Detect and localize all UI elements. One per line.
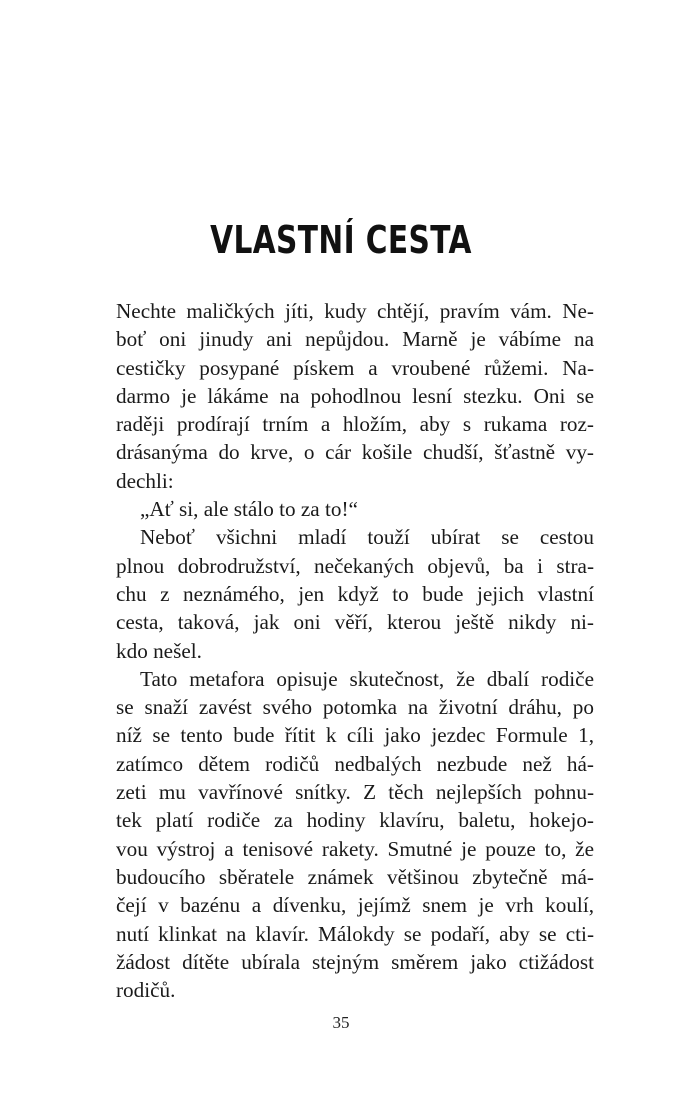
chapter-title: VLASTNÍ CESTA [210, 218, 472, 262]
text-line: zatímco dětem rodičů nedbalých nezbude než há- [116, 751, 594, 776]
text-line: kdo nešel. [116, 638, 202, 663]
text-line: čejí v bazénu a dívenku, jejímž snem je vrh koulí, [116, 893, 594, 918]
text-line: se snaží zavést svého potomka na životní dráhu, po [116, 695, 594, 720]
text-line: „Ať si, ale stálo to za to!“ [140, 497, 358, 522]
text-line: žádost dítěte ubírala stejným směrem jako ctižádost [116, 949, 594, 974]
text-line: Neboť všichni mladí touží ubírat se cestou [140, 525, 594, 550]
text-line: vou výstroj a tenisové rakety. Smutné je pouze to, že [116, 836, 594, 861]
page-number: 35 [332, 1013, 350, 1032]
text-line: zeti mu vavřínové snítky. Z těch nejlepších pohnu- [116, 780, 594, 805]
text-line: dechli: [116, 468, 174, 493]
body-text [116, 297, 594, 1004]
text-line: darmo je lákáme na pohodlnou lesní stezku. Oni se [116, 383, 594, 408]
text-line: plnou dobrodružství, nečekaných objevů, ba i stra- [116, 553, 594, 578]
text-line: budoucího sběratele známek většinou zbytečně má- [116, 864, 594, 889]
text-line: boť oni jinudy ani nepůjdou. Marně je vábíme na [116, 327, 594, 352]
text-line: Tato metafora opisuje skutečnost, že dbalí rodiče [140, 666, 594, 691]
text-line: cesta, taková, jak oni věří, kterou ještě nikdy ni- [116, 610, 594, 635]
text-line: tek platí rodiče za hodiny klavíru, baletu, hokejo- [116, 808, 594, 833]
text-line: chu z neznámého, jen když to bude jejich vlastní [116, 581, 594, 606]
text-line: drásanýma do krve, o cár košile chudší, šťastně vy- [116, 440, 594, 465]
text-line: nutí klinkat na klavír. Málokdy se podaří, aby se cti- [116, 921, 594, 946]
text-line: rodičů. [116, 978, 176, 1003]
text-line: cestičky posypané pískem a vroubené růžemi. Na- [116, 355, 594, 380]
text-line: níž se tento bude řítit k cíli jako jezdec Formule 1, [116, 723, 594, 748]
text-line: raději prodírají trním a hložím, aby s rukama roz- [116, 412, 594, 437]
text-line: Nechte maličkých jíti, kudy chtějí, pravím vám. Ne- [116, 299, 594, 323]
